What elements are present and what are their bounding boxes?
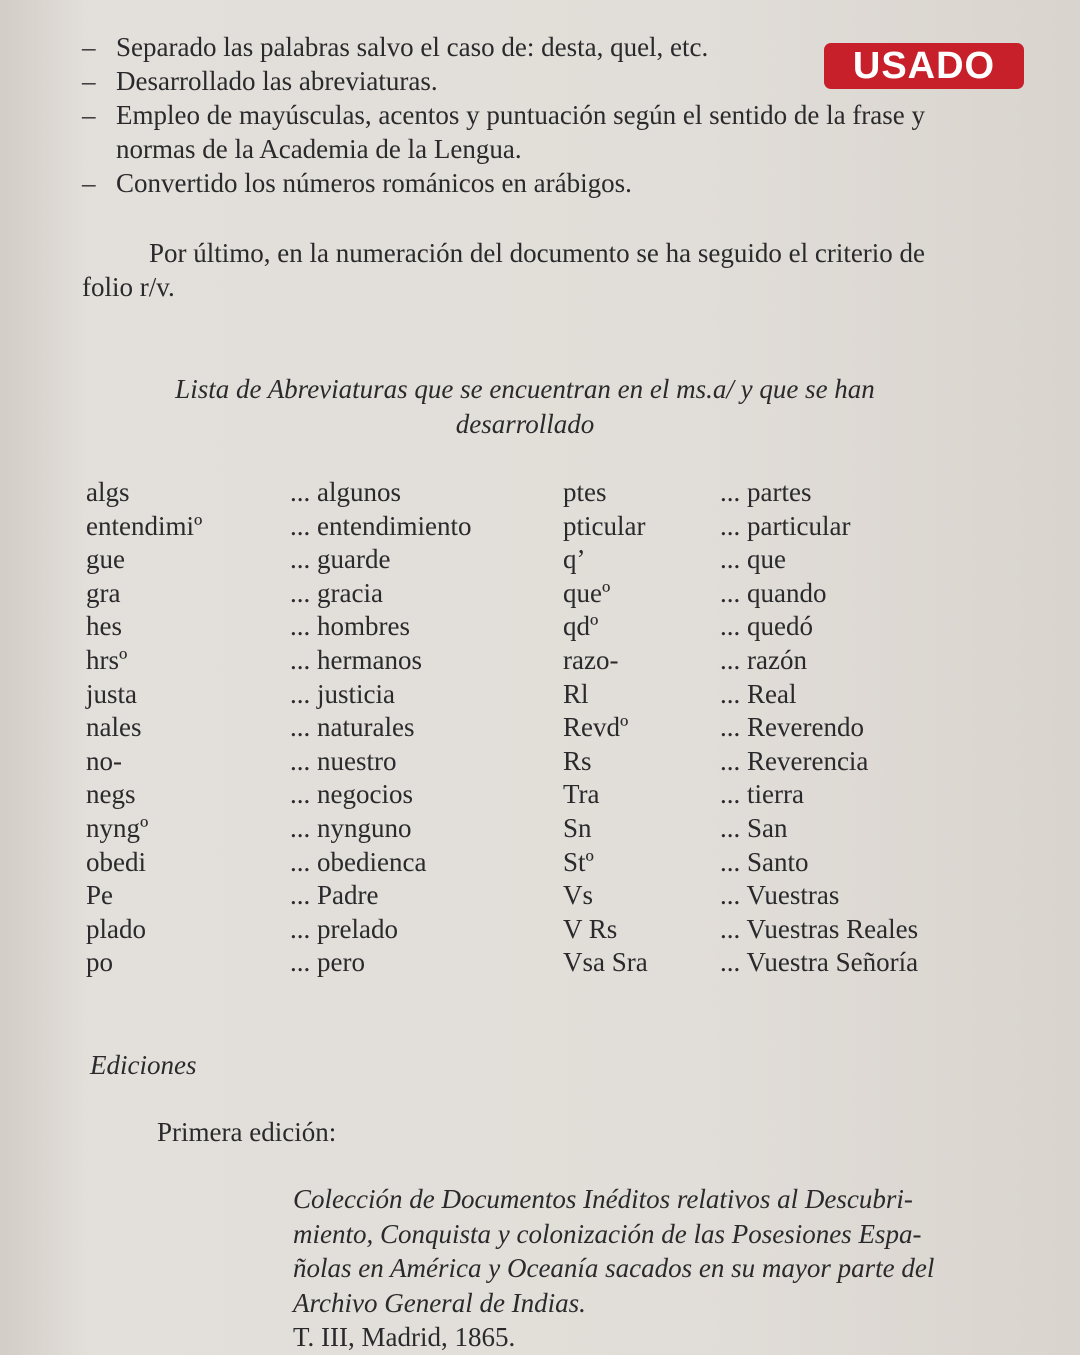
abbreviation-cell: nyngº [86,812,149,843]
expansion-cell: ... Vuestras [720,880,840,911]
abbreviation-list-title [120,372,930,442]
abbreviation-row [86,678,966,712]
abbreviation-cell: algs [86,477,130,507]
abbreviation-cell: obedi [86,846,146,877]
abbreviation-table [86,476,966,980]
abbreviation-cell: ptes [563,477,607,507]
citation-volume: T. III, Madrid, 1865. [293,1322,516,1352]
abbreviation-row [86,644,966,678]
abbreviation-cell: Rs [563,745,592,776]
list-title-line-2: desarrollado [455,409,595,439]
abbreviation-row [86,745,966,779]
expansion-cell: ... San [720,812,788,843]
ediciones-heading: Ediciones [90,1050,197,1080]
bullet-dash: – [82,168,96,198]
expansion-cell: ... partes [720,477,812,507]
abbreviation-cell: Vs [563,880,594,911]
expansion-cell: ... particular [720,510,851,541]
abbreviation-row [86,711,966,745]
expansion-cell: ... nynguno [290,812,412,843]
expansion-cell: ... Padre [290,880,379,911]
citation-line: Archivo General de Indias. [293,1287,586,1318]
expansion-cell: ... Reverendo [720,712,864,743]
numbering-paragraph: Por último, en la numeración del documento se ha seguido el criterio de folio r/v. [82,238,926,302]
expansion-cell: ... Santo [720,846,809,877]
expansion-cell: ... gracia [290,577,383,608]
abbreviation-cell: negs [86,779,136,810]
bullet-item [82,98,972,166]
abbreviation-cell: Pe [86,880,113,911]
abbreviation-cell: Stº [563,846,594,877]
bullet-dash: – [82,66,96,96]
abbreviation-cell: Sn [563,812,592,843]
bullet-dash: – [82,100,96,130]
expansion-cell: ... nuestro [290,745,397,776]
abbreviation-cell: no- [86,745,122,776]
list-title-line-1: Lista de Abreviaturas que se encuentran en el ms.a/ y que se han [175,374,875,404]
bullet-item [82,64,972,98]
expansion-cell: ... Vuestra Señoría [720,947,919,978]
abbreviation-row [86,778,966,812]
bullet-text: Desarrollado las abreviaturas. [116,66,438,96]
abbreviation-cell: justa [86,678,137,709]
expansion-cell: ... justicia [290,678,395,709]
bullet-item [82,166,972,200]
expansion-cell: ... Reverencia [720,745,869,776]
bullet-item [82,30,972,64]
primera-edicion-label: Primera edición: [157,1117,337,1147]
abbreviation-cell: entendimiº [86,510,203,541]
abbreviation-cell: q’ [563,544,586,575]
expansion-cell: ... prelado [290,913,398,944]
expansion-cell: ... hombres [290,611,410,642]
abbreviation-cell: nales [86,712,142,743]
abbreviation-cell: gue [86,544,125,575]
abbreviation-cell: V Rs [563,913,618,944]
expansion-cell: ... razón [720,644,807,675]
abbreviation-cell: Revdº [563,712,629,743]
bullet-text: Empleo de mayúsculas, acentos y puntuación según el sentido de la frase y normas de la Academia de la Lengua. [116,100,926,164]
expansion-cell: ... quedó [720,611,813,642]
bullet-list [82,30,972,200]
citation-line: Colección de Documentos Inéditos relativos al Descubri- [293,1184,913,1214]
abbreviation-row [86,946,966,980]
abbreviation-row [86,510,966,544]
expansion-cell: ... quando [720,577,827,608]
edition-citation [293,1182,973,1355]
expansion-cell: ... tierra [720,779,804,810]
abbreviation-row [86,476,966,510]
expansion-cell: ... hermanos [290,644,422,675]
abbreviation-cell: Tra [563,779,600,810]
abbreviation-row [86,543,966,577]
abbreviation-row [86,577,966,611]
abbreviation-row [86,879,966,913]
expansion-cell: ... Vuestras Reales [720,913,919,944]
abbreviation-row [86,846,966,880]
abbreviation-cell: plado [86,913,146,944]
expansion-cell: ... pero [290,947,365,978]
abbreviation-cell: queº [563,577,611,608]
abbreviation-cell: razo- [563,644,619,675]
expansion-cell: ... negocios [290,779,413,810]
citation-line: ñolas en América y Oceanía sacados en su mayor parte del [293,1253,935,1283]
abbreviation-cell: po [86,947,113,978]
citation-line: miento, Conquista y colonización de las Posesiones Espa- [293,1218,922,1249]
expansion-cell: ... entendimiento [290,510,472,541]
expansion-cell: ... obedienca [290,846,427,877]
abbreviation-cell: pticular [563,510,646,541]
abbreviation-cell: gra [86,577,121,608]
abbreviation-row [86,913,966,947]
bullet-dash: – [82,32,96,62]
abbreviation-cell: qdº [563,611,599,642]
abbreviation-cell: hes [86,611,122,642]
abbreviation-cell: Vsa Sra [563,947,648,978]
expansion-cell: ... que [720,544,786,575]
expansion-cell: ... Real [720,678,797,709]
expansion-cell: ... guarde [290,544,391,575]
bullet-text: Separado las palabras salvo el caso de: desta, quel, etc. [116,32,709,62]
expansion-cell: ... algunos [290,477,401,507]
bullet-text: Convertido los números románicos en arábigos. [116,168,632,198]
used-badge: USADO [824,43,1024,89]
expansion-cell: ... naturales [290,712,415,743]
abbreviation-cell: hrsº [86,644,128,675]
abbreviation-cell: Rl [563,678,589,709]
abbreviation-row [86,812,966,846]
abbreviation-row [86,610,966,644]
